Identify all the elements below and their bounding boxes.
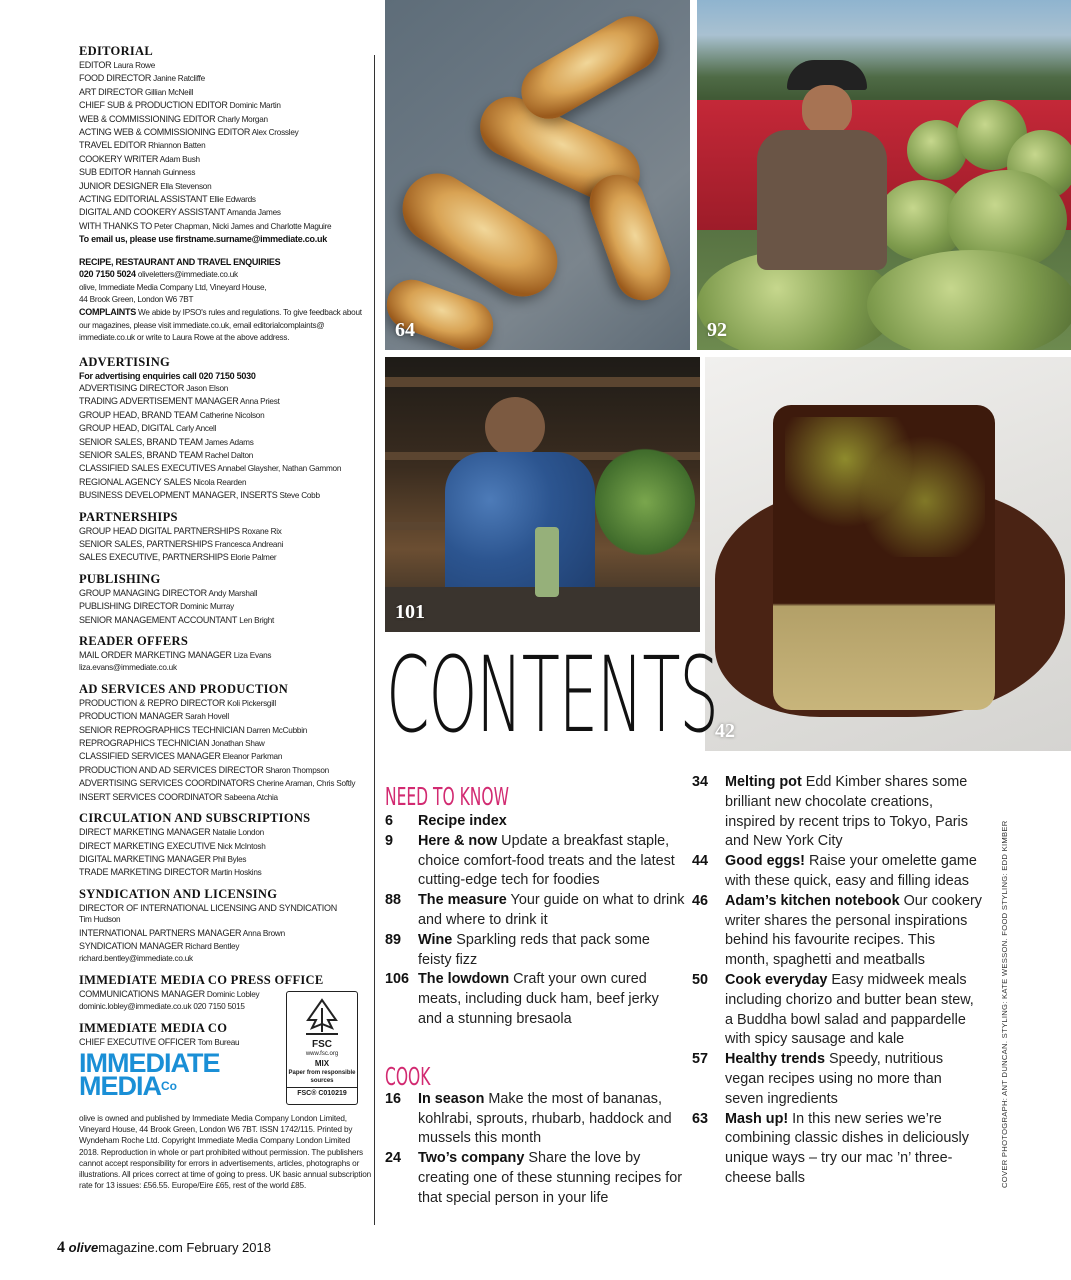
- immediate-media-logo: [79, 1048, 220, 1108]
- staff-name: Jonathan Shaw: [211, 739, 265, 749]
- staff-row: [79, 436, 374, 449]
- staff-role: CLASSIFIED SERVICES MANAGER: [79, 751, 221, 762]
- staff-name: Anna Brown: [242, 928, 285, 938]
- staff-role: ADVERTISING SERVICES COORDINATORS: [79, 778, 255, 789]
- staff-role: ADVERTISING DIRECTOR: [79, 382, 185, 393]
- staff-role: ACTING EDITORIAL ASSISTANT: [79, 194, 208, 205]
- staff-row: [79, 649, 374, 662]
- staff-role: SENIOR SALES, BRAND TEAM: [79, 449, 203, 460]
- section-enquiries: [79, 256, 374, 345]
- section-heading: READER OFFERS: [79, 634, 189, 649]
- name-line: Tim Hudson: [79, 915, 121, 925]
- staff-role: PUBLISHING DIRECTOR: [79, 601, 179, 612]
- staff-name: Roxane Rix: [241, 526, 282, 536]
- email-note: To email us, please use firstname.surname@immediate.co.uk: [79, 234, 327, 245]
- plant: [595, 447, 695, 557]
- staff-role: SALES EXECUTIVE, PARTNERSHIPS: [79, 552, 229, 563]
- staff-row: [79, 489, 374, 502]
- staff-role: SENIOR SALES, PARTNERSHIPS: [79, 539, 213, 549]
- staff-role: COOKERY WRITER: [79, 153, 159, 164]
- staff-name: Len Bright: [239, 615, 275, 625]
- section-advertising: [79, 355, 374, 503]
- staff-row: [79, 587, 374, 600]
- staff-row: [79, 422, 374, 435]
- logo-co: Co: [161, 1079, 177, 1093]
- section-circulation: [79, 811, 374, 880]
- staff-name: Cherine Araman, Chris Softly: [256, 779, 356, 789]
- staff-role: GROUP MANAGING DIRECTOR: [79, 587, 207, 598]
- bread-slice: [582, 167, 678, 308]
- section-publishing: [79, 572, 374, 627]
- staff-name: Amanda James: [226, 208, 281, 218]
- section-heading-need-to-know: NEED TO KNOW: [385, 782, 509, 811]
- entry-page: 9: [385, 832, 394, 849]
- entry-desc: Share the love by creating one of these stunning recipes for that special person in your life: [418, 1150, 682, 1206]
- section-heading: SYNDICATION AND LICENSING: [79, 886, 278, 901]
- staff-row: [79, 180, 374, 193]
- section-heading: AD SERVICES AND PRODUCTION: [79, 681, 289, 696]
- staff-name: Jason Elson: [186, 383, 229, 393]
- photo-chocolate-cake: [705, 357, 1071, 751]
- role-list: [79, 587, 374, 627]
- email: liza.evans@immediate.co.uk: [79, 663, 177, 673]
- staff-row: [79, 737, 374, 750]
- staff-row: [79, 395, 374, 408]
- staff-role: PRODUCTION MANAGER: [79, 711, 184, 722]
- contents-entry[interactable]: [385, 1090, 685, 1149]
- role-list: [79, 697, 374, 804]
- staff-role: CHIEF SUB & PRODUCTION EDITOR: [79, 100, 228, 111]
- entry-desc: Sparkling reds that pack some feisty fizz: [418, 931, 650, 968]
- staff-role: TRAVEL EDITOR: [79, 140, 147, 151]
- section-heading-cook: COOK: [385, 1061, 431, 1091]
- entry-title: In season: [418, 1090, 485, 1107]
- staff-name: Charly Morgan: [217, 114, 268, 124]
- staff-row: [79, 697, 374, 710]
- section-heading: ADVERTISING: [79, 354, 171, 369]
- advertising-lead: For advertising enquiries call 020 7150 5030: [79, 370, 256, 381]
- staff-role: CLASSIFIED SALES EXECUTIVES: [79, 463, 216, 474]
- role-list: [79, 59, 374, 233]
- page-ref: 64: [395, 319, 415, 341]
- staff-row: [79, 166, 374, 179]
- entry-title: The measure: [418, 892, 507, 909]
- section-editorial: [79, 44, 374, 246]
- artichoke: [867, 250, 1071, 350]
- entry-list: [385, 812, 685, 1030]
- staff-name: Sarah Hovell: [185, 712, 229, 722]
- staff-name: Anna Priest: [240, 397, 280, 407]
- staff-name: Phil Byles: [212, 854, 247, 864]
- contents-entry[interactable]: [692, 773, 982, 852]
- staff-name: Eleanor Parkman: [222, 752, 283, 762]
- staff-name: Martin Hoskins: [210, 868, 262, 878]
- section-heading: RECIPE, RESTAURANT AND TRAVEL ENQUIRIES: [79, 256, 281, 267]
- section-partnerships: [79, 510, 374, 565]
- staff-row: [79, 826, 374, 839]
- staff-name: Janine Ratcliffe: [153, 74, 205, 84]
- contents-title: CONTENTS: [386, 634, 718, 756]
- staff-name: Francesca Andreani: [214, 540, 284, 549]
- photo-credits: COVER PHOTOGRAPH: ANT DUNCAN. STYLING: KATE WESSON. FOOD STYLING: EDD KIMBER: [1000, 820, 1009, 1188]
- complaints: [79, 306, 374, 344]
- staff-name: Dominic Lobley: [206, 989, 260, 999]
- staff-name: Andy Marshall: [208, 588, 258, 598]
- staff-row: [79, 791, 374, 804]
- staff-role: COMMUNICATIONS MANAGER: [79, 988, 205, 999]
- staff-row: [79, 126, 374, 139]
- staff-row: [79, 764, 374, 777]
- staff-name: Dominic Martin: [229, 101, 281, 111]
- staff-row: [79, 139, 374, 152]
- staff-name: Nick McIntosh: [217, 841, 266, 851]
- entry-desc: In this new series we’re combining classic dishes in deliciously unique ways – try our mac ’n’ three-cheese balls: [725, 1110, 969, 1186]
- column-divider: [374, 55, 375, 1225]
- staff-row: [79, 614, 374, 627]
- entry-title: Cook everyday: [725, 971, 828, 988]
- footer-brand: olive: [68, 1240, 99, 1255]
- contents-entry[interactable]: [385, 970, 685, 1029]
- staff-role: TRADING ADVERTISEMENT MANAGER: [79, 396, 239, 407]
- photo-bartender: [385, 357, 700, 632]
- section-reader-offers: [79, 634, 374, 675]
- staff-row: [79, 193, 374, 206]
- entry-desc: Easy midweek meals including chorizo and butter bean stew, a Buddha bowl salad and pappardelle with spicy sausage and kale: [725, 971, 974, 1048]
- logo-line: IMMEDIATE: [79, 1048, 220, 1078]
- staff-name: James Adams: [204, 437, 254, 447]
- staff-role: SYNDICATION MANAGER: [79, 940, 184, 951]
- section-ad-services: [79, 682, 374, 804]
- role-list: [79, 525, 374, 565]
- face: [802, 85, 852, 135]
- staff-name: Nicola Rearden: [193, 477, 247, 487]
- staff-role: GROUP HEAD, DIGITAL: [79, 423, 174, 434]
- face: [485, 397, 545, 457]
- section-heading: PUBLISHING: [79, 571, 161, 586]
- staff-row: [79, 927, 374, 940]
- entry-desc: Your guide on what to drink and where to drink it: [418, 892, 685, 928]
- entry-page: 44: [692, 853, 709, 870]
- contents-entry[interactable]: [692, 1110, 982, 1189]
- staff-role: SUB EDITOR: [79, 167, 132, 178]
- staff-row: [79, 750, 374, 763]
- staff-name: Natalie London: [212, 828, 264, 838]
- address-line: olive, Immediate Media Company Ltd, Vineyard House,: [79, 282, 267, 292]
- page-ref: 92: [707, 319, 727, 341]
- lime-zest: [785, 417, 985, 557]
- entry-title: Mash up!: [725, 1110, 789, 1127]
- publisher-note: olive is owned and published by Immediate Media Company London Limited, Vineyard House, 44 Brook Green, London W6 7BT. ISSN 1742/115. Printed by Wyndeham Roche Ltd. Copyright Immediate Media Company London Limited 2018. Reproduction in whole or part prohibited without permission. The publishers cannot accept responsibility for errors in advertisements, articles, photographs or illustrations. All prices correct at time of going to press. UK basic annual subscription rate for 13 issues: £56.55. Europe/Eire £65, rest of the world £85.: [79, 1114, 372, 1191]
- entry-list: [692, 773, 982, 1189]
- entry-page: 50: [692, 971, 709, 988]
- staff-row: [79, 840, 374, 853]
- photo-artichoke-truck: [697, 0, 1071, 350]
- entry-title: Adam’s kitchen notebook: [725, 892, 900, 909]
- contents-column-2: [692, 773, 982, 1189]
- role-list: [79, 927, 374, 954]
- sweater: [757, 130, 887, 270]
- staff-role: JUNIOR DESIGNER: [79, 180, 159, 191]
- entry-title: Good eggs!: [725, 853, 805, 870]
- staff-row: [79, 940, 374, 953]
- staff-name: Adam Bush: [159, 154, 200, 164]
- page-footer: [57, 1239, 271, 1257]
- entry-desc: Speedy, nutritious vegan recipes using no more than seven ingredients: [725, 1051, 944, 1107]
- entry-page: 63: [692, 1110, 709, 1127]
- staff-role: ACTING WEB & COMMISSIONING EDITOR: [79, 127, 251, 138]
- staff-name: Gillian McNeill: [145, 87, 194, 97]
- staff-row: [79, 462, 374, 475]
- contents-entry[interactable]: [385, 832, 685, 891]
- entry-title: Two’s company: [418, 1150, 525, 1167]
- page-ref: 42: [715, 720, 735, 742]
- photo-cheese-toasts: [385, 0, 690, 350]
- staff-role: PRODUCTION & REPRO DIRECTOR: [79, 697, 226, 708]
- entry-page: 88: [385, 892, 402, 909]
- staff-row: [79, 220, 374, 233]
- staff-role: SENIOR MANAGEMENT ACCOUNTANT: [79, 614, 238, 625]
- page-number: 4: [57, 1239, 65, 1256]
- contents-entry[interactable]: [692, 852, 982, 892]
- staff-role: FOOD DIRECTOR: [79, 73, 152, 84]
- staff-name: Richard Bentley: [185, 941, 240, 951]
- staff-name: Sharon Thompson: [265, 765, 329, 775]
- staff-row: [79, 382, 374, 395]
- staff-role: INTERNATIONAL PARTNERS MANAGER: [79, 927, 242, 938]
- staff-row: [79, 153, 374, 166]
- fsc-paper: Paper from responsible sources: [288, 1070, 356, 1084]
- staff-row: [79, 206, 374, 219]
- staff-name: Ella Stevenson: [160, 181, 212, 191]
- staff-row: [79, 853, 374, 866]
- entry-list: [385, 1090, 685, 1209]
- staff-row: [79, 86, 374, 99]
- staff-role: TRADE MARKETING DIRECTOR: [79, 867, 209, 878]
- staff-role: SENIOR REPROGRAPHICS TECHNICIAN: [79, 724, 245, 735]
- staff-role: DIGITAL AND COOKERY ASSISTANT: [79, 207, 226, 218]
- staff-row: [79, 113, 374, 126]
- staff-role: EDITOR: [79, 60, 112, 70]
- staff-role: GROUP HEAD DIGITAL PARTNERSHIPS: [79, 525, 240, 536]
- staff-row: [79, 538, 374, 551]
- bread-slice: [511, 6, 668, 129]
- staff-row: [79, 72, 374, 85]
- staff-row: [79, 99, 374, 112]
- entry-title: The lowdown: [418, 971, 510, 988]
- staff-row: [79, 551, 374, 564]
- section-heading: PARTNERSHIPS: [79, 509, 178, 524]
- staff-name: Darren McCubbin: [246, 725, 308, 735]
- entry-desc: Craft your own cured meats, including duck ham, beef jerky and a stunning bresaola: [418, 971, 659, 1027]
- staff-name: Steve Cobb: [279, 491, 320, 501]
- staff-name: Tom Bureau: [197, 1037, 240, 1047]
- email: dominic.lobley@immediate.co.uk 020 7150 5015: [79, 1002, 245, 1012]
- staff-name: Peter Chapman, Nicki James and Charlotte Maguire: [154, 221, 332, 231]
- entry-page: 6: [385, 813, 394, 829]
- section-heading: IMMEDIATE MEDIA CO PRESS OFFICE: [79, 972, 324, 987]
- tiki-glass: [535, 527, 559, 597]
- staff-row: [79, 777, 374, 790]
- staff-role: PRODUCTION AND AD SERVICES DIRECTOR: [79, 764, 264, 775]
- staff-row: [79, 600, 374, 613]
- staff-name: Hannah Guinness: [133, 168, 196, 178]
- staff-name: Sabeena Atchia: [223, 792, 278, 802]
- staff-role: CHIEF EXECUTIVE OFFICER: [79, 1036, 196, 1047]
- fsc-badge: [286, 991, 358, 1105]
- staff-name: Carly Ancell: [175, 424, 217, 434]
- entry-page: 57: [692, 1051, 709, 1068]
- entry-page: 89: [385, 931, 402, 948]
- contents-column-1: [385, 782, 685, 1209]
- entry-desc: Update a breakfast staple, choice comfort-food treats and the latest cutting-edge tech for foodies: [418, 832, 675, 889]
- fsc-mix: MIX: [314, 1059, 330, 1068]
- staff-row: [79, 525, 374, 538]
- contents-entry[interactable]: [385, 931, 685, 971]
- fsc-code: FSC® C010219: [287, 1087, 357, 1098]
- staff-row: [79, 724, 374, 737]
- entry-page: 16: [385, 1090, 402, 1107]
- contact-line: [79, 268, 374, 281]
- contents-entry[interactable]: [692, 971, 982, 1050]
- section-heading: EDITORIAL: [79, 44, 154, 58]
- section-syndication: [79, 887, 374, 966]
- staff-name: Annabel Glaysher, Nathan Gammon: [217, 464, 342, 474]
- staff-row: [79, 866, 374, 879]
- contents-entry[interactable]: [385, 1149, 685, 1208]
- shelf: [385, 377, 700, 387]
- complaints-text: We abide by IPSO's rules and regulations. To give feedback about our magazines, please visit immediate.co.uk, email editorialcomplaints@ immediate.co.uk or write to Laura Rowe at the above address.: [79, 308, 362, 343]
- fsc-url: www.fsc.org: [305, 1051, 339, 1057]
- staff-name: Elorie Palmer: [230, 553, 277, 563]
- entry-title: Here & now: [418, 832, 498, 849]
- contents-entry[interactable]: [385, 812, 685, 832]
- logo-word: MEDIA: [79, 1071, 161, 1101]
- entry-page: 34: [692, 774, 709, 790]
- staff-role: BUSINESS DEVELOPMENT MANAGER, INSERTS: [79, 490, 278, 501]
- email: richard.bentley@immediate.co.uk: [79, 954, 193, 964]
- staff-name: Rhiannon Batten: [148, 141, 206, 151]
- role-list: [79, 382, 374, 503]
- entry-title: Healthy trends: [725, 1051, 825, 1068]
- staff-name: Liza Evans: [233, 651, 272, 661]
- staff-name: Rachel Dalton: [204, 450, 254, 460]
- logo-line: [79, 1071, 219, 1101]
- fsc-tree-icon: [300, 996, 344, 1036]
- role-line: DIRECTOR OF INTERNATIONAL LICENSING AND SYNDICATION: [79, 902, 337, 913]
- staff-row: [79, 449, 374, 462]
- staff-role: GROUP HEAD, BRAND TEAM: [79, 409, 198, 420]
- staff-role: REGIONAL AGENCY SALES: [79, 476, 192, 487]
- entry-desc: Our cookery writer shares the personal inspirations behind his favourite recipes. This month, spaghetti and meatballs: [725, 892, 982, 969]
- staff-role: WITH THANKS TO: [79, 220, 153, 231]
- entry-desc: Make the most of bananas, kohlrabi, sprouts, rhubarb, haddock and mussels this month: [418, 1090, 672, 1147]
- phone: 020 7150 5024: [79, 269, 136, 280]
- staff-role: DIRECT MARKETING EXECUTIVE: [79, 840, 216, 851]
- staff-row: [79, 476, 374, 489]
- staff-role: SENIOR SALES, BRAND TEAM: [79, 436, 203, 447]
- staff-role: REPROGRAPHICS TECHNICIAN: [79, 738, 210, 749]
- role-list: [79, 826, 374, 880]
- section-heading: CIRCULATION AND SUBSCRIPTIONS: [79, 811, 311, 826]
- contents-entry[interactable]: [385, 891, 685, 931]
- staff-row: [79, 409, 374, 422]
- fsc-mark: FSC: [312, 1039, 332, 1050]
- section-heading: IMMEDIATE MEDIA CO: [79, 1020, 228, 1035]
- entry-desc: Raise your omelette game with these quick, easy and filling ideas: [725, 853, 977, 889]
- address-line: 44 Brook Green, London W6 7BT: [79, 294, 194, 304]
- footer-site: magazine.com: [98, 1240, 183, 1255]
- footer-issue: February 2018: [186, 1240, 271, 1255]
- staff-name: Catherine Nicolson: [199, 410, 265, 420]
- staff-name: Ellie Edwards: [209, 195, 256, 205]
- staff-name: Laura Rowe: [113, 61, 156, 70]
- role-list: [79, 649, 374, 662]
- staff-role: MAIL ORDER MARKETING MANAGER: [79, 650, 232, 661]
- email: oliveletters@immediate.co.uk: [137, 270, 238, 280]
- entry-title: Recipe index: [418, 813, 507, 829]
- staff-role: INSERT SERVICES COORDINATOR: [79, 791, 222, 802]
- staff-role: WEB & COMMISSIONING EDITOR: [79, 113, 216, 124]
- entry-page: 46: [692, 892, 709, 909]
- contents-entry[interactable]: [692, 1050, 982, 1109]
- entry-page: 106: [385, 971, 410, 988]
- staff-role: DIGITAL MARKETING MANAGER: [79, 853, 211, 864]
- staff-row: [79, 710, 374, 723]
- page-ref: 101: [395, 601, 425, 623]
- staff-name: Koli Pickersgill: [227, 698, 276, 708]
- entry-title: Melting pot: [725, 774, 802, 790]
- staff-role: ART DIRECTOR: [79, 86, 144, 97]
- staff-role: DIRECT MARKETING MANAGER: [79, 827, 211, 838]
- entry-page: 24: [385, 1150, 402, 1167]
- entry-title: Wine: [418, 931, 453, 948]
- entry-desc: Edd Kimber shares some brilliant new chocolate creations, inspired by recent trips to Tokyo, Paris and New York City: [725, 774, 968, 850]
- staff-row: [79, 59, 374, 72]
- masthead: [79, 44, 374, 1056]
- staff-name: Dominic Murray: [180, 602, 234, 612]
- contents-entry[interactable]: [692, 892, 982, 971]
- staff-name: Alex Crossley: [251, 128, 299, 138]
- complaints-label: COMPLAINTS: [79, 307, 136, 318]
